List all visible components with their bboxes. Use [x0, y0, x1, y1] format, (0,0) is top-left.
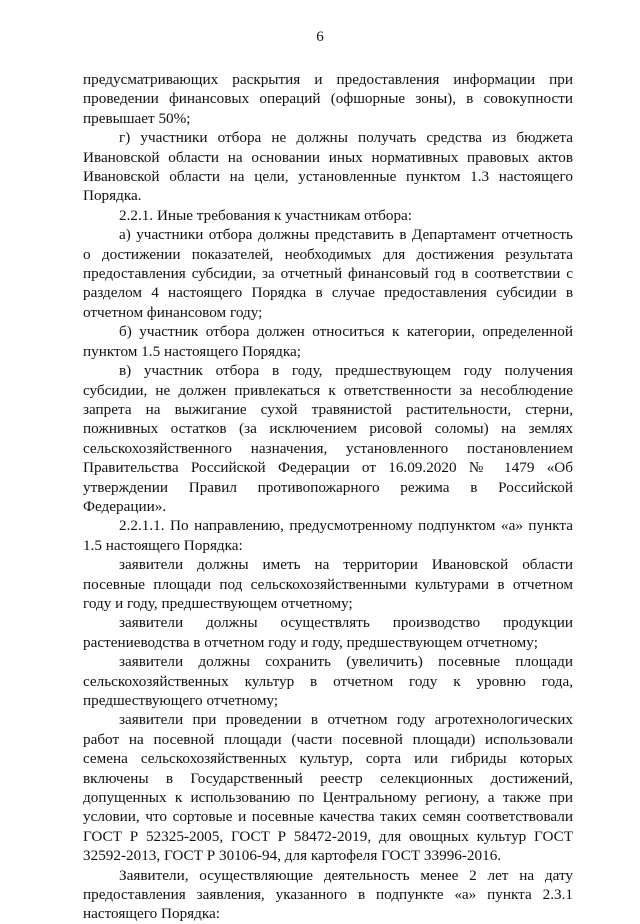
document-body: [83, 70, 573, 924]
paragraph-2-2-1: 2.2.1. Иные требования к участникам отбора:: [119, 206, 413, 224]
paragraph-new-applicants: Заявители, осуществляющие деятельность менее 2 лет на дату предоставления заявления, указанного в подпункте «а» пункта 2.3.1 настоящего Порядка:: [83, 866, 573, 923]
paragraph-requirement-1: заявители должны иметь на территории Ивановской области посевные площади под сельскохозяйственными культурами в отчетном году и году, предшествующем отчетному;: [83, 556, 573, 612]
paragraph-item-a: а) участники отбора должны представить в Департамент отчетность о достижении показателей, необходимых для достижения результата предоставления субсидии, за отчетный финансовый год в соответствии с разделом 4 настоящего Порядка в случае предоставления субсидии в отчетном финансовом году;: [83, 226, 573, 321]
paragraph-item-b: б) участник отбора должен относиться к категории, определенной пунктом 1.5 настоящего Порядка;: [83, 323, 573, 360]
paragraph-item-v: в) участник отбора в году, предшествующем году получения субсидии, не должен привлекаться к ответственности за несоблюдение запрета на выжигание сухой травянистой растительности, стерни, пожнивных остатков (за исключением рисовой соломы) на землях сельскохозяйственного назначения, установленного постановлением Правительства Российской Федерации от 16.09.2020 № 1479 «Об утверждении Правил противопожарного режима в Российской Федерации».: [83, 362, 573, 515]
paragraph-item-g: г) участники отбора не должны получать средства из бюджета Ивановской области на основании иных нормативных правовых актов Ивановской области на цели, установленные пунктом 1.3 настоящего Порядка.: [83, 129, 573, 205]
paragraph-2-2-1-1: 2.2.1.1. По направлению, предусмотренному подпунктом «а» пункта 1.5 настоящего Порядка:: [83, 517, 573, 554]
page-number: 6: [316, 29, 324, 45]
paragraph-requirement-4: заявители при проведении в отчетном году агротехнологических работ на посевной площади (части посевной площади) использовали семена сельскохозяйственных культур, сорта или гибриды которых включены в Государственный реестр селекционных достижений, допущенных к использованию по Центральному региону, а также при условии, что сортовые и посевные качества таких семян соответствовали ГОСТ Р 52325-2005, ГОСТ Р 58472-2019, для овощных культур ГОСТ 32592-2013, ГОСТ Р 30106-94, для картофеля ГОСТ 33996-2016.: [83, 711, 573, 865]
paragraph-requirement-2: заявители должны осуществлять производство продукции растениеводства в отчетном году и году, предшествующем отчетному;: [83, 614, 573, 651]
paragraph-requirement-3: заявители должны сохранить (увеличить) посевные площади сельскохозяйственных культур в отчетном году к уровню года, предшествующего отчетному;: [83, 653, 573, 709]
paragraph-continuation: предусматривающих раскрытия и предоставления информации при проведении финансовых операций (офшорные зоны), в совокупности превышает 50%;: [83, 71, 573, 127]
